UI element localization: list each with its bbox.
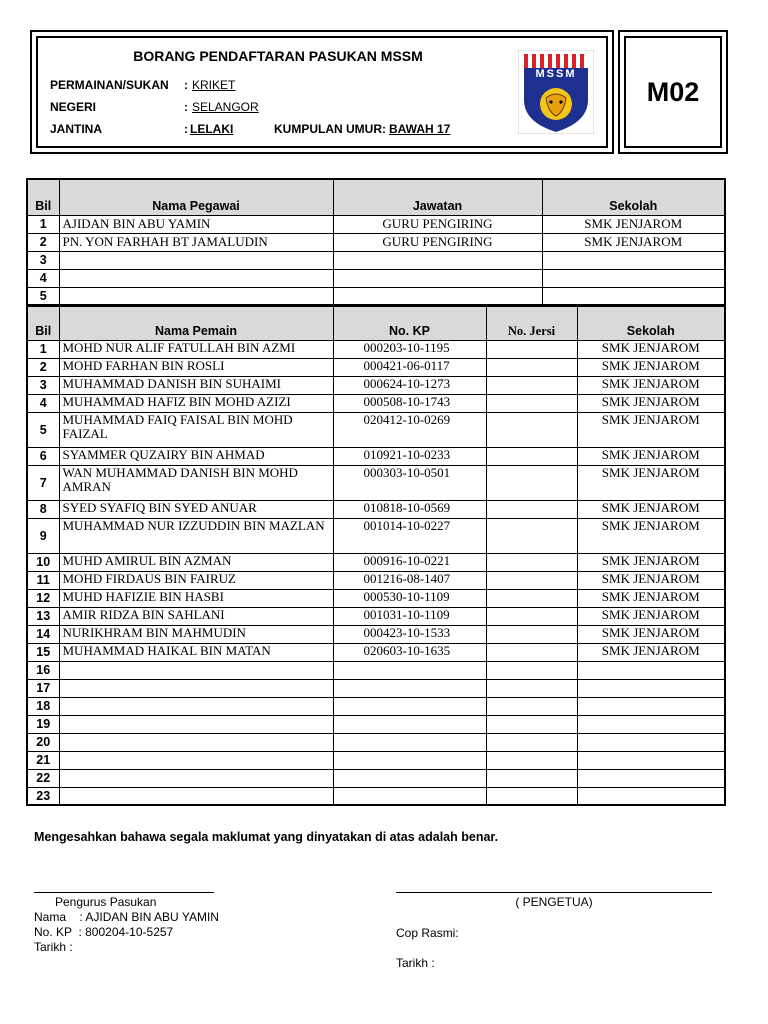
player-ic: 000916-10-0221 bbox=[333, 553, 486, 571]
official-position bbox=[333, 287, 542, 305]
table-row bbox=[27, 643, 725, 661]
gender-value: LELAKI bbox=[190, 122, 234, 136]
player-ic bbox=[333, 679, 486, 697]
player-ic bbox=[333, 787, 486, 805]
player-school: SMK JENJAROM bbox=[577, 376, 725, 394]
player-name: AMIR RIDZA BIN SAHLANI bbox=[59, 607, 333, 625]
player-bil: 7 bbox=[27, 465, 59, 500]
player-jersey bbox=[486, 358, 577, 376]
official-name: AJIDAN BIN ABU YAMIN bbox=[59, 215, 333, 233]
player-ic bbox=[333, 715, 486, 733]
official-school bbox=[542, 251, 725, 269]
table-row bbox=[27, 661, 725, 679]
player-bil: 21 bbox=[27, 751, 59, 769]
player-name: MUHD HAFIZIE BIN HASBI bbox=[59, 589, 333, 607]
player-name: MUHAMMAD DANISH BIN SUHAIMI bbox=[59, 376, 333, 394]
table-row bbox=[27, 340, 725, 358]
player-bil: 17 bbox=[27, 679, 59, 697]
player-name bbox=[59, 715, 333, 733]
player-school bbox=[577, 679, 725, 697]
player-bil: 1 bbox=[27, 340, 59, 358]
table-row bbox=[27, 251, 725, 269]
player-school: SMK JENJAROM bbox=[577, 394, 725, 412]
players-col-name: Nama Pemain bbox=[59, 306, 333, 340]
principal-date: Tarikh : bbox=[396, 956, 435, 970]
table-row bbox=[27, 358, 725, 376]
player-bil: 15 bbox=[27, 643, 59, 661]
state-label: NEGERI bbox=[50, 100, 97, 114]
officials-col-position: Jawatan bbox=[333, 179, 542, 215]
table-row bbox=[27, 394, 725, 412]
mssm-shield-icon bbox=[518, 50, 594, 134]
players-col-school: Sekolah bbox=[577, 306, 725, 340]
player-name bbox=[59, 787, 333, 805]
confirmation-statement: Mengesahkan bahawa segala maklumat yang dinyatakan di atas adalah benar. bbox=[34, 830, 499, 844]
table-row bbox=[27, 500, 725, 518]
manager-name: Nama : AJIDAN BIN ABU YAMIN bbox=[34, 910, 219, 924]
player-name: MOHD NUR ALIF FATULLAH BIN AZMI bbox=[59, 340, 333, 358]
official-name bbox=[59, 251, 333, 269]
player-bil: 13 bbox=[27, 607, 59, 625]
player-name: MUHAMMAD FAIQ FAISAL BIN MOHD FAIZAL bbox=[59, 412, 333, 447]
player-ic: 010921-10-0233 bbox=[333, 447, 486, 465]
player-bil: 23 bbox=[27, 787, 59, 805]
table-row bbox=[27, 769, 725, 787]
official-name bbox=[59, 269, 333, 287]
player-school bbox=[577, 733, 725, 751]
player-school bbox=[577, 661, 725, 679]
player-jersey bbox=[486, 376, 577, 394]
players-col-jersey: No. Jersi bbox=[486, 306, 577, 340]
player-ic: 000421-06-0117 bbox=[333, 358, 486, 376]
player-ic: 000624-10-1273 bbox=[333, 376, 486, 394]
player-school: SMK JENJAROM bbox=[577, 643, 725, 661]
principal-signature-line bbox=[396, 892, 712, 893]
player-school bbox=[577, 769, 725, 787]
player-jersey bbox=[486, 751, 577, 769]
manager-title: Pengurus Pasukan bbox=[55, 895, 157, 909]
sport-label: PERMAINAN/SUKAN bbox=[50, 78, 169, 92]
table-row bbox=[27, 518, 725, 553]
player-bil: 2 bbox=[27, 358, 59, 376]
player-school bbox=[577, 787, 725, 805]
officials-col-name: Nama Pegawai bbox=[59, 179, 333, 215]
age-value: BAWAH 17 bbox=[389, 122, 451, 136]
player-jersey bbox=[486, 715, 577, 733]
player-ic: 000508-10-1743 bbox=[333, 394, 486, 412]
officials-col-school: Sekolah bbox=[542, 179, 725, 215]
gender-label: JANTINA bbox=[50, 122, 103, 136]
sport-colon: : bbox=[184, 78, 188, 92]
player-jersey bbox=[486, 661, 577, 679]
player-ic: 000303-10-0501 bbox=[333, 465, 486, 500]
player-bil: 22 bbox=[27, 769, 59, 787]
official-position bbox=[333, 269, 542, 287]
table-row bbox=[27, 447, 725, 465]
table-row bbox=[27, 269, 725, 287]
player-name: MOHD FIRDAUS BIN FAIRUZ bbox=[59, 571, 333, 589]
player-bil: 3 bbox=[27, 376, 59, 394]
logo-text: MSSM bbox=[535, 68, 577, 80]
official-school bbox=[542, 269, 725, 287]
player-bil: 4 bbox=[27, 394, 59, 412]
official-school bbox=[542, 287, 725, 305]
player-ic: 001014-10-0227 bbox=[333, 518, 486, 553]
players-col-bil: Bil bbox=[27, 306, 59, 340]
player-jersey bbox=[486, 625, 577, 643]
player-name bbox=[59, 661, 333, 679]
player-ic bbox=[333, 661, 486, 679]
players-col-ic: No. KP bbox=[333, 306, 486, 340]
player-jersey bbox=[486, 589, 577, 607]
state-colon: : bbox=[184, 100, 188, 114]
player-school: SMK JENJAROM bbox=[577, 607, 725, 625]
table-row bbox=[27, 697, 725, 715]
player-school: SMK JENJAROM bbox=[577, 412, 725, 447]
player-ic: 020412-10-0269 bbox=[333, 412, 486, 447]
players-header-row bbox=[27, 306, 725, 340]
player-name bbox=[59, 697, 333, 715]
player-jersey bbox=[486, 679, 577, 697]
official-name bbox=[59, 287, 333, 305]
table-row bbox=[27, 625, 725, 643]
manager-signature-line bbox=[34, 892, 214, 893]
player-bil: 8 bbox=[27, 500, 59, 518]
table-row bbox=[27, 412, 725, 447]
officials-header-row bbox=[27, 179, 725, 215]
state-value: SELANGOR bbox=[192, 100, 259, 114]
player-bil: 6 bbox=[27, 447, 59, 465]
player-ic: 000423-10-1533 bbox=[333, 625, 486, 643]
player-ic: 001216-08-1407 bbox=[333, 571, 486, 589]
player-bil: 16 bbox=[27, 661, 59, 679]
player-ic: 000203-10-1195 bbox=[333, 340, 486, 358]
official-school: SMK JENJAROM bbox=[542, 233, 725, 251]
player-jersey bbox=[486, 787, 577, 805]
player-jersey bbox=[486, 340, 577, 358]
player-name bbox=[59, 679, 333, 697]
player-school: SMK JENJAROM bbox=[577, 589, 725, 607]
principal-title: ( PENGETUA) bbox=[515, 895, 593, 909]
sport-value: KRIKET bbox=[192, 78, 236, 92]
players-table bbox=[26, 305, 726, 806]
player-school: SMK JENJAROM bbox=[577, 340, 725, 358]
player-school bbox=[577, 751, 725, 769]
gender-colon: : bbox=[184, 122, 188, 136]
officials-table bbox=[26, 178, 726, 306]
table-row bbox=[27, 679, 725, 697]
player-jersey bbox=[486, 769, 577, 787]
player-name: MUHAMMAD HAFIZ BIN MOHD AZIZI bbox=[59, 394, 333, 412]
player-bil: 5 bbox=[27, 412, 59, 447]
player-school: SMK JENJAROM bbox=[577, 625, 725, 643]
player-name: MUHAMMAD HAIKAL BIN MATAN bbox=[59, 643, 333, 661]
player-jersey bbox=[486, 447, 577, 465]
manager-kp: No. KP : 800204-10-5257 bbox=[34, 925, 174, 939]
player-bil: 12 bbox=[27, 589, 59, 607]
form-header bbox=[30, 30, 614, 154]
table-row bbox=[27, 589, 725, 607]
table-row bbox=[27, 376, 725, 394]
form-code-box bbox=[618, 30, 728, 154]
form-title: BORANG PENDAFTARAN PASUKAN MSSM bbox=[133, 48, 423, 64]
player-jersey bbox=[486, 412, 577, 447]
table-row bbox=[27, 465, 725, 500]
player-jersey bbox=[486, 643, 577, 661]
table-row bbox=[27, 215, 725, 233]
player-ic: 001031-10-1109 bbox=[333, 607, 486, 625]
player-jersey bbox=[486, 697, 577, 715]
official-position: GURU PENGIRING bbox=[333, 233, 542, 251]
player-name: WAN MUHAMMAD DANISH BIN MOHD AMRAN bbox=[59, 465, 333, 500]
table-row bbox=[27, 787, 725, 805]
player-jersey bbox=[486, 733, 577, 751]
form-code: M02 bbox=[624, 36, 722, 148]
player-name bbox=[59, 733, 333, 751]
player-bil: 19 bbox=[27, 715, 59, 733]
player-ic bbox=[333, 733, 486, 751]
table-row bbox=[27, 751, 725, 769]
player-name: SYED SYAFIQ BIN SYED ANUAR bbox=[59, 500, 333, 518]
table-row bbox=[27, 607, 725, 625]
table-row bbox=[27, 733, 725, 751]
official-stamp-label: Cop Rasmi: bbox=[396, 926, 459, 940]
table-row bbox=[27, 233, 725, 251]
player-school: SMK JENJAROM bbox=[577, 571, 725, 589]
official-position: GURU PENGIRING bbox=[333, 215, 542, 233]
player-name: MOHD FARHAN BIN ROSLI bbox=[59, 358, 333, 376]
player-jersey bbox=[486, 571, 577, 589]
player-jersey bbox=[486, 394, 577, 412]
official-bil: 2 bbox=[27, 233, 59, 251]
player-bil: 18 bbox=[27, 697, 59, 715]
player-school: SMK JENJAROM bbox=[577, 553, 725, 571]
player-ic bbox=[333, 769, 486, 787]
player-bil: 14 bbox=[27, 625, 59, 643]
player-school bbox=[577, 715, 725, 733]
player-school: SMK JENJAROM bbox=[577, 447, 725, 465]
player-jersey bbox=[486, 500, 577, 518]
player-name: SYAMMER QUZAIRY BIN AHMAD bbox=[59, 447, 333, 465]
official-bil: 4 bbox=[27, 269, 59, 287]
player-ic bbox=[333, 751, 486, 769]
player-bil: 10 bbox=[27, 553, 59, 571]
age-label: KUMPULAN UMUR: bbox=[274, 122, 386, 136]
player-name bbox=[59, 769, 333, 787]
manager-date: Tarikh : bbox=[34, 940, 73, 954]
player-bil: 20 bbox=[27, 733, 59, 751]
player-name bbox=[59, 751, 333, 769]
player-school: SMK JENJAROM bbox=[577, 518, 725, 553]
player-school: SMK JENJAROM bbox=[577, 465, 725, 500]
player-ic: 020603-10-1635 bbox=[333, 643, 486, 661]
official-bil: 1 bbox=[27, 215, 59, 233]
player-name: MUHAMMAD NUR IZZUDDIN BIN MAZLAN bbox=[59, 518, 333, 553]
player-school bbox=[577, 697, 725, 715]
table-row bbox=[27, 287, 725, 305]
player-ic: 000530-10-1109 bbox=[333, 589, 486, 607]
player-name: MUHD AMIRUL BIN AZMAN bbox=[59, 553, 333, 571]
player-bil: 11 bbox=[27, 571, 59, 589]
player-name: NURIKHRAM BIN MAHMUDIN bbox=[59, 625, 333, 643]
player-jersey bbox=[486, 518, 577, 553]
player-jersey bbox=[486, 465, 577, 500]
table-row bbox=[27, 571, 725, 589]
official-bil: 3 bbox=[27, 251, 59, 269]
player-jersey bbox=[486, 553, 577, 571]
player-school: SMK JENJAROM bbox=[577, 500, 725, 518]
player-bil: 9 bbox=[27, 518, 59, 553]
table-row bbox=[27, 715, 725, 733]
officials-col-bil: Bil bbox=[27, 179, 59, 215]
official-school: SMK JENJAROM bbox=[542, 215, 725, 233]
table-row bbox=[27, 553, 725, 571]
player-school: SMK JENJAROM bbox=[577, 358, 725, 376]
player-ic bbox=[333, 697, 486, 715]
official-position bbox=[333, 251, 542, 269]
mssm-logo bbox=[518, 50, 594, 134]
player-jersey bbox=[486, 607, 577, 625]
official-name: PN. YON FARHAH BT JAMALUDIN bbox=[59, 233, 333, 251]
form-header-inner bbox=[36, 36, 608, 148]
player-ic: 010818-10-0569 bbox=[333, 500, 486, 518]
official-bil: 5 bbox=[27, 287, 59, 305]
